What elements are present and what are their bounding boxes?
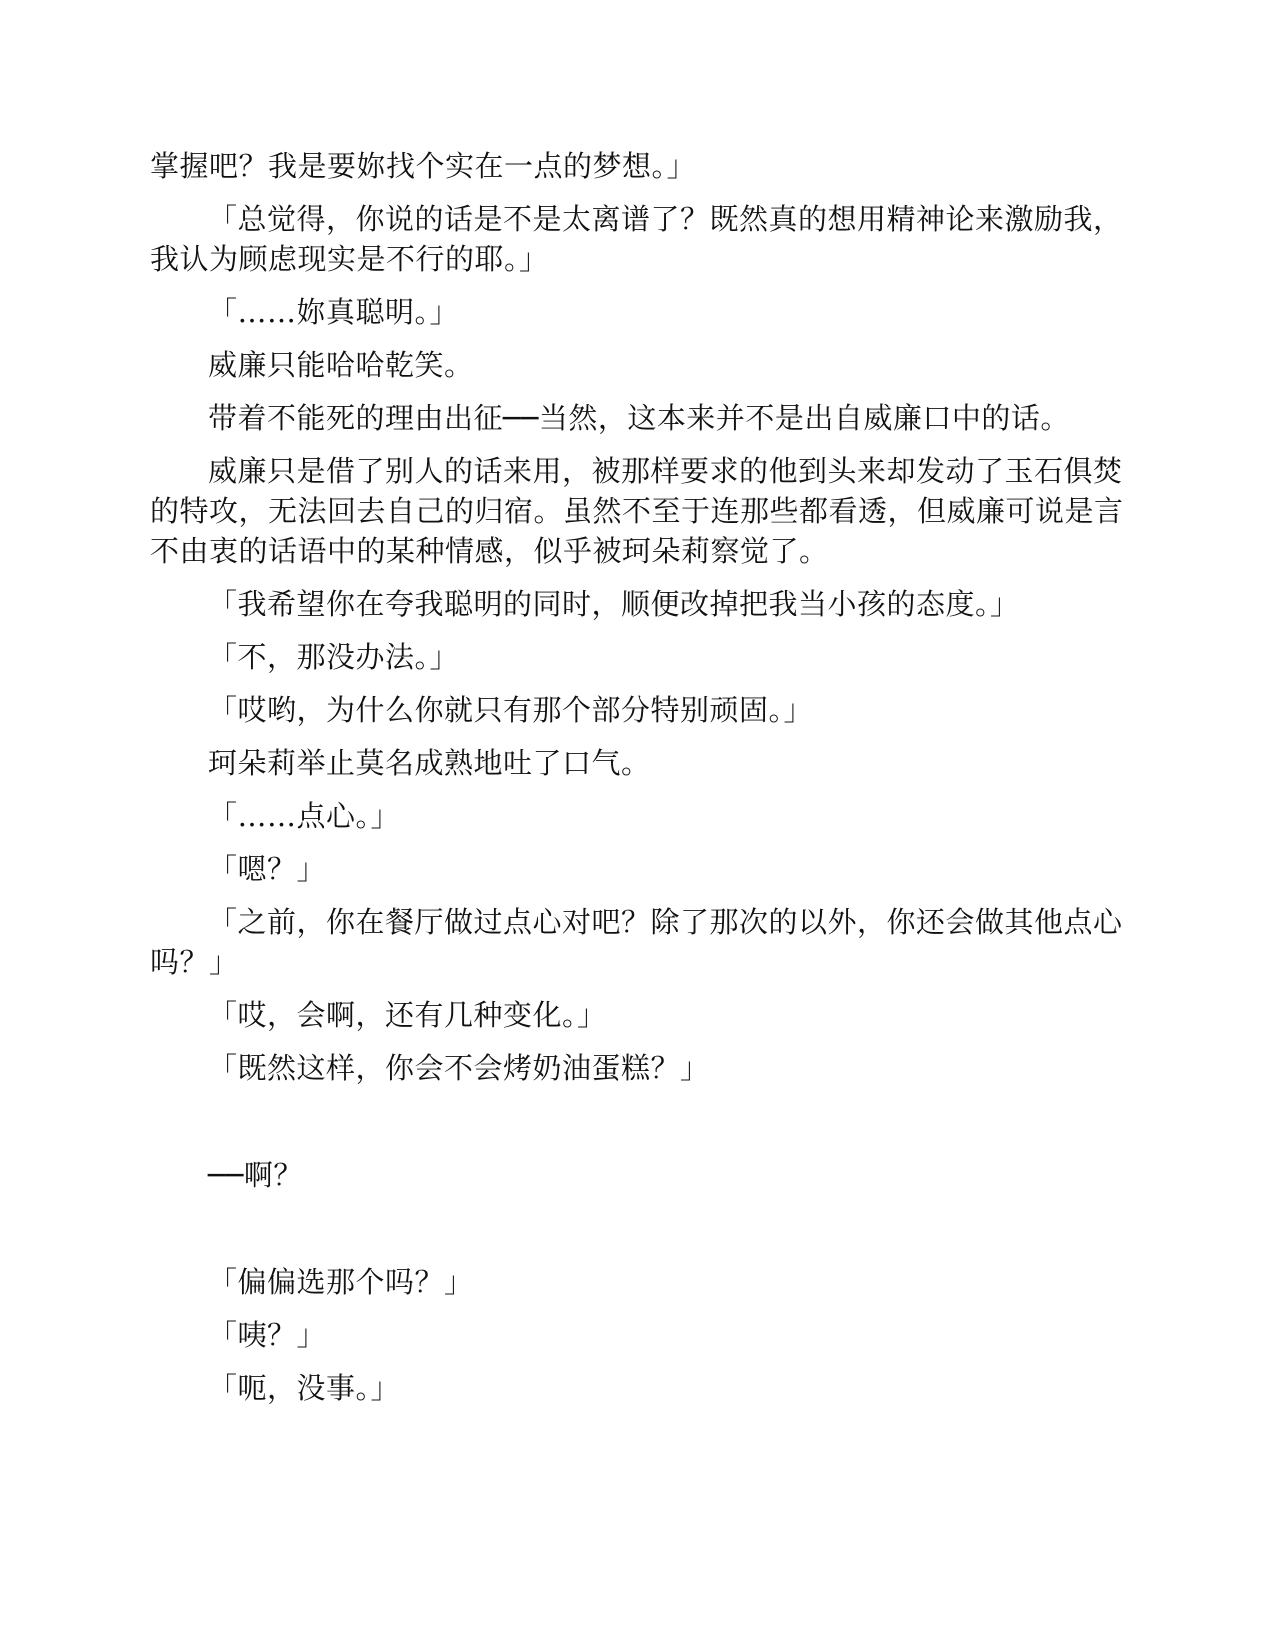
- paragraph-7: 「我希望你在夸我聪明的同时，顺便改掉把我当小孩的态度。」: [208, 587, 1020, 621]
- paragraph-15: 「既然这样，你会不会烤奶油蛋糕？」: [208, 1051, 710, 1085]
- paragraph-13: 「之前，你在餐厅做过点心对吧？除了那次的以外，你还会做其他点心吗？」: [150, 905, 1123, 979]
- paragraph-5: 带着不能死的理由出征──当然，这本来并不是出自威廉口中的话。: [208, 401, 1070, 435]
- paragraph-11: 「……点心。」: [208, 799, 401, 833]
- paragraph-12: 「嗯？」: [208, 852, 327, 886]
- scene-break-space-2: [150, 1208, 1125, 1262]
- paragraph-6: 威廉只是借了别人的话来用，被那样要求的他到头来却发动了玉石俱焚的特攻，无法回去自己的归宿。虽然不至于连那些都看透，但威廉可说是言不由衷的话语中的某种情感，似乎被珂朵莉察觉了。: [150, 454, 1124, 568]
- paragraph-17: 「偏偏选那个吗？」: [208, 1265, 474, 1299]
- paragraph-19: 「呃，没事。」: [208, 1371, 401, 1405]
- body-text: [150, 146, 1125, 1421]
- paragraph-3: 「……妳真聪明。」: [208, 295, 460, 329]
- paragraph-8: 「不，那没办法。」: [208, 640, 460, 674]
- paragraph-16: ──啊？: [208, 1158, 303, 1192]
- paragraph-2: 「总觉得，你说的话是不是太离谱了？既然真的想用精神论来激励我，我认为顾虑现实是不行的耶。」: [150, 202, 1123, 276]
- paragraph-9: 「哎哟，为什么你就只有那个部分特别顽固。」: [208, 693, 814, 727]
- paragraph-4: 威廉只能哈哈乾笑。: [208, 348, 474, 382]
- paragraph-10: 珂朵莉举止莫名成熟地吐了口气。: [208, 746, 651, 780]
- paragraph-14: 「哎，会啊，还有几种变化。」: [208, 998, 607, 1032]
- scene-break-space: [150, 1101, 1125, 1155]
- paragraph-18: 「咦？」: [208, 1318, 327, 1352]
- paragraph-1: 掌握吧？我是要妳找个实在一点的梦想。」: [150, 149, 697, 183]
